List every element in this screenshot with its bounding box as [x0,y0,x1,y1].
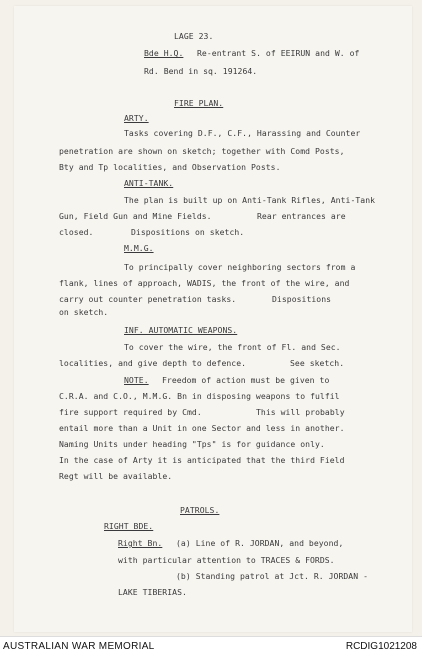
mmg-heading: M.M.G. [124,243,154,253]
arty-line: penetration are shown on sketch; together with Comd Posts, [59,146,345,156]
inf-line: To cover the wire, the front of Fl. and Sec. [124,342,341,352]
inf-line: See sketch. [290,358,345,368]
mmg-line: carry out counter penetration tasks. [59,294,237,304]
mmg-line: flank, lines of approach, WADIS, the front of the wire, and [59,278,350,288]
patrol-line: (b) Standing patrol at Jct. R. JORDAN - [176,571,368,581]
anti-tank-line: Gun, Field Gun and Mine Fields. [59,211,212,221]
mmg-line: To principally cover neighboring sectors from a [124,262,356,272]
location-text-1: Re-entrant S. of EEIRUN and W. of [197,48,360,58]
archive-source: AUSTRALIAN WAR MEMORIAL [3,641,155,652]
note-line: C.R.A. and C.O., M.M.G. Bn in disposing weapons to fulfil [59,391,340,401]
mmg-line: Dispositions [272,294,332,304]
patrol-line: (a) Line of R. JORDAN, and beyond, [176,538,344,548]
arty-line: Tasks covering D.F., C.F., Harassing and Counter [124,128,361,138]
fire-plan-heading: FIRE PLAN. [174,98,224,108]
archive-id: RCDIG1021208 [345,641,417,652]
anti-tank-line: The plan is built up on Anti-Tank Rifles, Anti-Tank [124,195,376,205]
patrol-line: LAKE TIBERIAS. [118,587,187,597]
location-text-2: Rd. Bend in sq. 191264. [144,66,258,76]
note-line: Freedom of action must be given to [162,375,330,385]
note-label: NOTE. [124,375,149,385]
patrol-line: with particular attention to TRACES & FORDS. [118,555,335,565]
note-line: fire support required by Cmd. [59,407,202,417]
right-bde-heading: RIGHT BDE. [104,521,154,531]
note-line: Naming Units under heading "Tps" is for guidance only. [59,439,325,449]
inf-heading: INF. AUTOMATIC WEAPONS. [124,325,238,335]
page-title: LAGE 23. [174,31,214,41]
archive-footer [0,636,422,655]
note-line: This will probably [256,407,345,417]
arty-line: Bty and Tp localities, and Observation Posts. [59,162,281,172]
inf-line: localities, and give depth to defence. [59,358,247,368]
anti-tank-heading: ANTI-TANK. [124,178,174,188]
anti-tank-line: closed. [59,227,94,237]
arty-heading: ARTY. [124,113,149,123]
anti-tank-line: Dispositions on sketch. [131,227,245,237]
note-line: Regt will be available. [59,471,173,481]
note-line: In the case of Arty it is anticipated that the third Field [59,455,345,465]
patrols-heading: PATROLS. [180,505,220,515]
anti-tank-line: Rear entrances are [257,211,346,221]
right-bn-label: Right Bn. [118,538,163,548]
location-label: Bde H.Q. [144,48,184,58]
mmg-line: on sketch. [59,307,109,317]
note-line: entail more than a Unit in one Sector and less in another. [59,423,345,433]
